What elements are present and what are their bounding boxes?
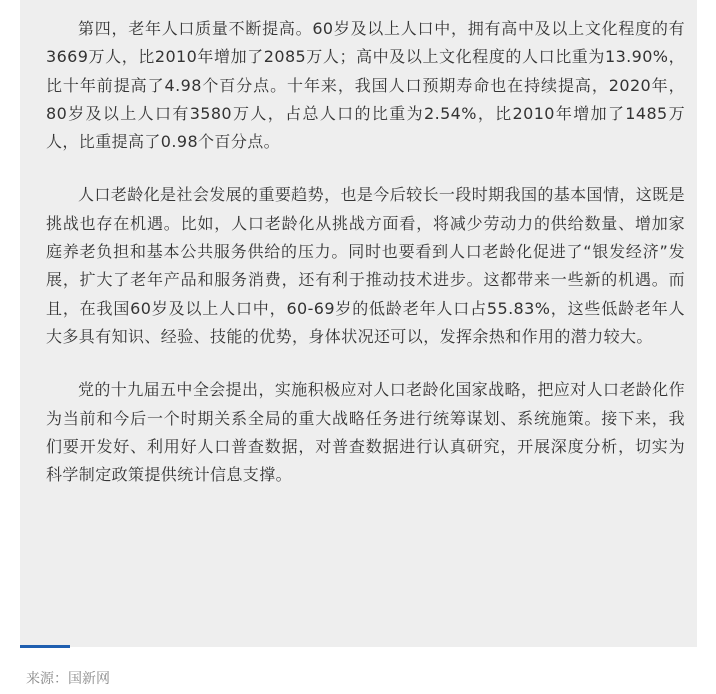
paragraph-aging-trend: 人口老龄化是社会发展的重要趋势，也是今后较长一段时期我国的基本国情，这既是挑战也存在机遇。比如，人口老龄化从挑战方面看，将减少劳动力的供给数量、增加家庭养老负担和基本公共服务供给的压力。同时也要看到人口老龄化促进了“银发经济”发展，扩大了老年产品和服务消费，还有利于推动技术进步。这都带来一些新的机遇。而且，在我国60岁及以上人口中，60-69岁的低龄老年人口占55.83%，这些低龄老年人大多具有知识、经验、技能的优势，身体状况还可以，发挥余热和作用的潜力较大。 xyxy=(46,185,685,346)
paragraph-elderly-quality: 第四，老年人口质量不断提高。60岁及以上人口中，拥有高中及以上文化程度的有3669万人，比2010年增加了2085万人；高中及以上文化程度的人口比重为13.90%，比十年前提高了4.98个百分点。十年来，我国人口预期寿命也在持续提高，2020年，80岁及以上人口有3580万人，占总人口的比重为2.54%，比2010年增加了1485万人，比重提高了0.98个百分点。 xyxy=(46,19,685,152)
source-credit: 来源：国新网 xyxy=(26,671,110,687)
paragraph-national-strategy: 党的十九届五中全会提出，实施积极应对人口老龄化国家战略，把应对人口老龄化作为当前和今后一个时期关系全局的重大战略任务进行统筹谋划、系统施策。接下来，我们要开发好、利用好人口普查数据，对普查数据进行认真研究，开展深度分析，切实为科学制定政策提供统计信息支撑。 xyxy=(46,380,685,485)
accent-divider xyxy=(20,645,70,648)
article-box xyxy=(20,0,697,647)
